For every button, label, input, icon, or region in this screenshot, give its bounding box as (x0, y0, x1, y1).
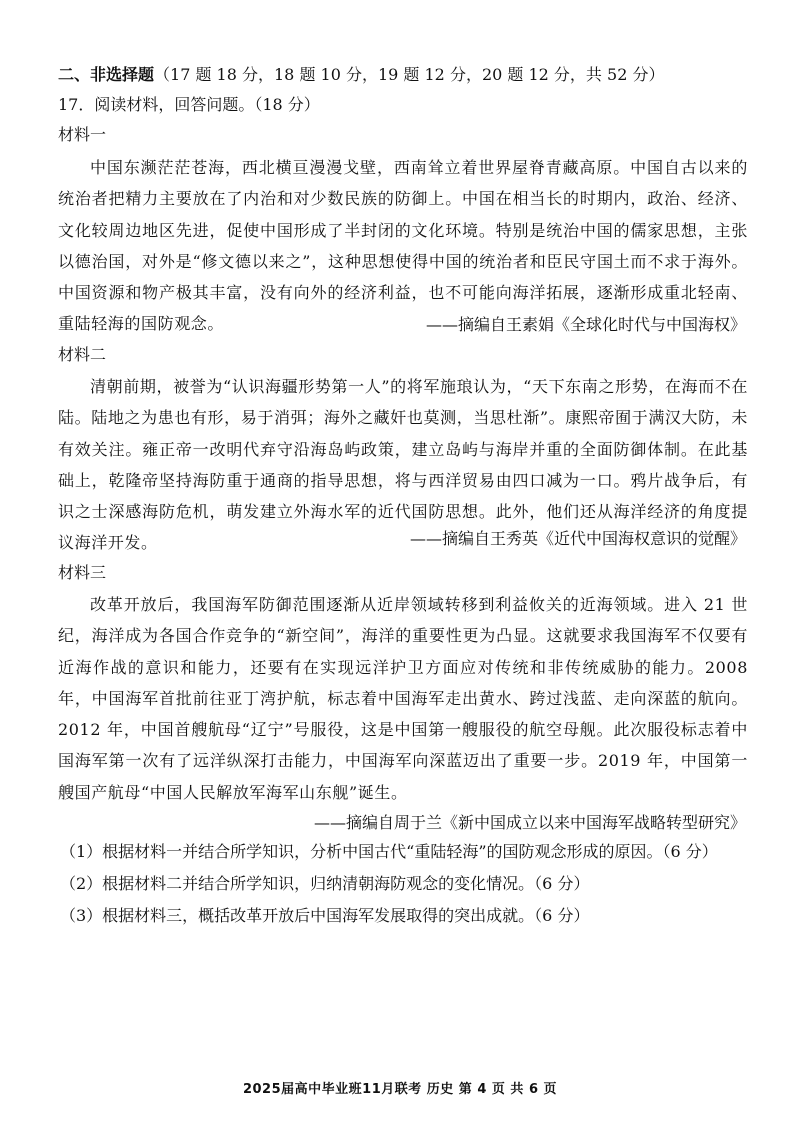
material-3-text: 改革开放后，我国海军防御范围逐渐从近岸领域转移到利益攸关的近海领域。进入 21 世纪，海洋成为各国合作竞争的“新空间”，海洋的重要性更为凸显。这就要求我国海军不仅要有近海作战的意识和能力，还要有在实现远洋护卫方面应对传统和非传统威胁的能力。2008 年，中国海军首批前往亚丁湾护航，标志着中国海军走出黄水、跨过浅蓝、走向深蓝的航向。2012 年，中国首艘航母“辽宁”号服役，这是中国第一艘服役的航空母舰。此次服役标志着中国海军第一次有了远洋纵深打击能力，中国海军向深蓝迈出了重要一步。2019 年，中国第一艘国产航母“中国人民解放军海军山东舰”诞生。 (58, 595, 748, 802)
section-heading-label: 二、非选择题 (58, 65, 155, 84)
sub-question-3: （3）根据材料三，概括改革开放后中国海军发展取得的突出成就。（6 分） (60, 906, 590, 925)
material-2-label: 材料二 (58, 345, 107, 364)
sub-question-2: （2）根据材料二并结合所学知识，归纳清朝海防观念的变化情况。（6 分） (60, 874, 590, 893)
sub-question-1: （1）根据材料一并结合所学知识，分析中国古代“重陆轻海”的国防观念形成的原因。（6 分） (60, 842, 718, 861)
material-1-text: 中国东濒茫茫苍海，西北横亘漫漫戈壁，西南耸立着世界屋脊青藏高原。中国自古以来的统治者把精力主要放在了内治和对少数民族的防御上。中国在相当长的时期内，政治、经济、文化较周边地区先进，促使中国形成了半封闭的文化环境。特别是统治中国的儒家思想，主张以德治国，对外是“修文德以来之”，这种思想使得中国的统治者和臣民守国土而不求于海外。中国资源和物产极其丰富，没有向外的经济利益，也不可能向海洋拓展，逐渐形成重北轻南、重陆轻海的国防观念。 (58, 158, 748, 334)
material-3-source: ——摘编自周于兰《新中国成立以来中国海军战略转型研究》 (313, 813, 746, 832)
material-2-text: 清朝前期，被誉为“认识海疆形势第一人”的将军施琅认为，“天下东南之形势，在海而不在陆。陆地之为患也有形，易于消弭；海外之藏奸也莫测，当思杜渐”。康熙帝囿于满汉大防，未有效关注。雍正帝一改明代弃守沿海岛屿政策，建立岛屿与海岸并重的全面防御体制。在此基础上，乾隆帝坚持海防重于通商的指导思想，将与西洋贸易由四口减为一口。鸦片战争后，有识之士深感海防危机，萌发建立外海水军的近代国防思想。此外，他们还从海洋经济的角度提议海洋开发。 (58, 377, 748, 553)
material-2-source: ——摘编自王秀英《近代中国海权意识的觉醒》 (409, 529, 746, 548)
material-3-label: 材料三 (58, 563, 107, 582)
question-title: 17．阅读材料，回答问题。（18 分） (58, 95, 320, 114)
page-footer: 2025届高中毕业班11月联考 历史 第 4 页 共 6 页 (242, 1082, 558, 1097)
section-heading-detail: （17 题 18 分，18 题 10 分，19 题 12 分，20 题 12 分，共 52 分） (154, 65, 665, 84)
material-1-label: 材料一 (58, 125, 107, 144)
section-heading (58, 64, 664, 86)
material-1-source: ——摘编自王素娟《全球化时代与中国海权》 (425, 315, 746, 334)
